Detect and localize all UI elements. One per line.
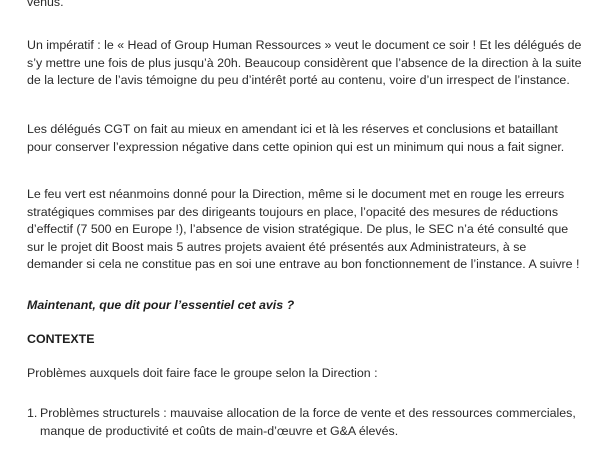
paragraph-feu-vert: Le feu vert est néanmoins donné pour la Direction, même si le document met en rouge les erreurs stratégiques commises par des dirigeants toujours en place, l’opacité des mesures de réductions d’effectif (7 500 en Europe !), l’absence de vision stratégique. De plus, le SEC n’a été consulté que sur le projet dit Boost mais 5 autres projets avaient été présentés aux Administrateurs, à se demander si cela ne constitue pas en soi une entrave au bon fonctionnement de l’instance. A suivre ! <box>27 187 580 271</box>
section-question: Maintenant, que dit pour l’essentiel cet avis ? <box>27 298 295 312</box>
problems-list <box>27 405 583 448</box>
paragraph-delegues-cgt: Les délégués CGT on fait au mieux en amendant ici et là les réserves et conclusions et bataillant pour conserver l’expression négative dans cette opinion qui est un minimum qui nous a fait signer. <box>27 122 565 154</box>
list-item-number: 1. <box>27 406 38 420</box>
list-item <box>27 405 583 440</box>
list-item-text: Problèmes structurels : mauvaise allocation de la force de vente et des ressources commerciales, manque de productivité et coûts de main-d’œuvre et G&A élevés. <box>40 406 576 438</box>
paragraph-fragment: venus. <box>27 0 64 9</box>
section-heading-contexte: CONTEXTE <box>27 332 95 346</box>
paragraph-imperatif: Un impératif : le « Head of Group Human Ressources » veut le document ce soir ! Et les délégués de s’y mettre une fois de plus jusqu’à 20h. Beaucoup considèrent que l’absence de la direction à la suite de la lecture de l’avis témoigne du peu d’intérêt porté au contenu, voire d’un irrespect de l’instance. <box>27 38 582 87</box>
paragraph-problemes-intro: Problèmes auxquels doit faire face le groupe selon la Direction : <box>27 366 378 380</box>
